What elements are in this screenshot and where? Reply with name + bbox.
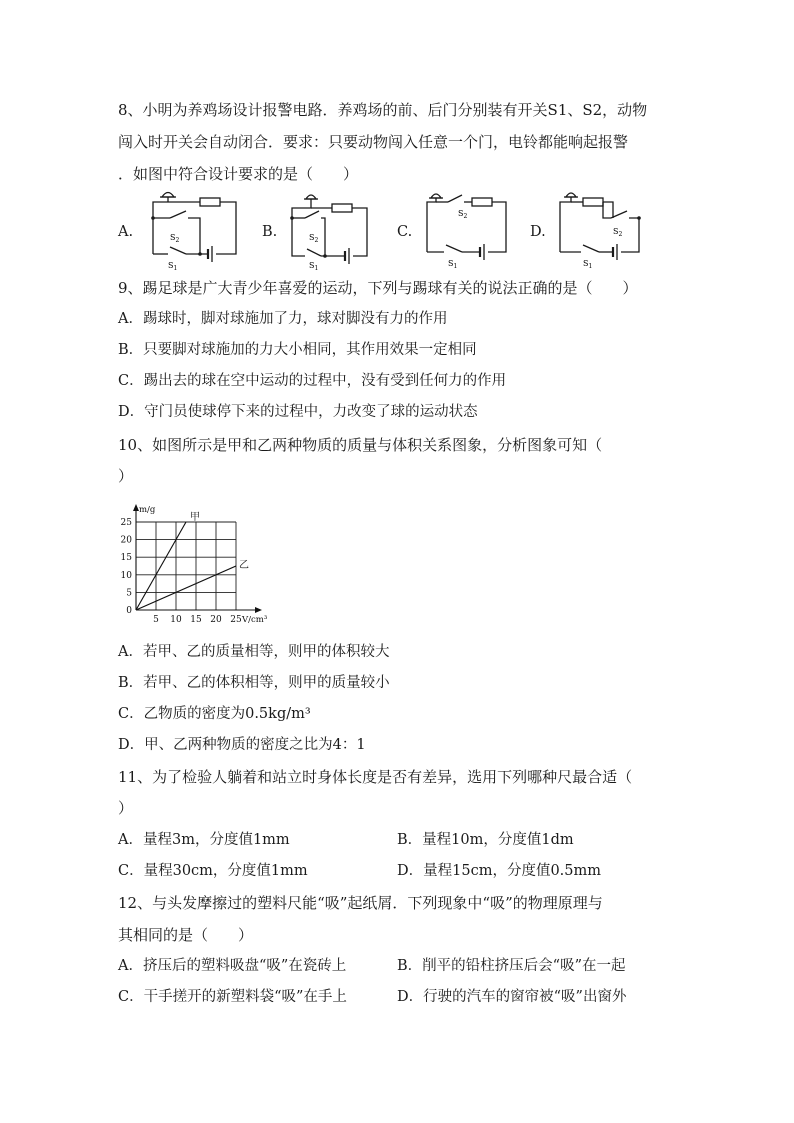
q10-option-c: C．乙物质的密度为0.5kg/m³ <box>118 706 311 722</box>
switch-s1-label: $S_1$ <box>168 261 178 272</box>
q12-stem-line-1: 12、与头发摩擦过的塑料尺能“吸”起纸屑．下列现象中“吸”的物理原理与 <box>118 894 603 912</box>
switch-s1-label: $S_1$ <box>583 259 593 270</box>
switch-s2-label: $S_2$ <box>309 233 319 244</box>
q12-option-a: A．挤压后的塑料吸盘“吸”在瓷砖上 <box>118 958 347 974</box>
q10-option-d: D．甲、乙两种物质的密度之比为4：1 <box>118 737 366 753</box>
x-tick-label: 10 <box>170 615 182 625</box>
q10-stem-line-2: ） <box>118 467 134 485</box>
q8-circuit-a <box>148 188 243 272</box>
q11-option-d: D．量程15cm，分度值0.5mm <box>397 863 602 879</box>
x-axis-arrow <box>255 607 262 613</box>
y-axis-label: m/g <box>139 505 156 515</box>
x-tick-label: 5 <box>153 615 159 625</box>
q12-option-d: D．行驶的汽车的窗帘被“吸”出窗外 <box>397 989 627 1005</box>
q8-circuit-c <box>422 188 512 268</box>
q12-stem-line-2: 其相同的是（ ） <box>118 926 254 944</box>
switch-s2-label: $S_2$ <box>458 209 468 220</box>
q8-option-b-label: B. <box>262 224 278 240</box>
q8-option-a-label: A. <box>118 224 134 240</box>
switch-s1-label: $S_1$ <box>309 261 319 272</box>
q8-stem-line-2: 闯入时开关会自动闭合．要求：只要动物闯入任意一个门，电铃都能响起报警 <box>118 133 629 151</box>
q10-option-a: A．若甲、乙的质量相等，则甲的体积较大 <box>118 644 390 660</box>
q8-stem-line-1: 8、小明为养鸡场设计报警电路．养鸡场的前、后门分别装有开关S1、S2，动物 <box>118 101 648 119</box>
q11-option-a: A．量程3m，分度值1mm <box>118 832 290 848</box>
q12-option-c: C．干手搓开的新塑料袋“吸”在手上 <box>118 989 347 1005</box>
q9-option-a: A．踢球时，脚对球施加了力，球对脚没有力的作用 <box>118 311 448 327</box>
switch-s2-label: $S_2$ <box>170 233 180 244</box>
q8-circuit-b <box>287 188 372 272</box>
y-tick-label: 5 <box>126 588 132 599</box>
q8-option-c-label: C. <box>397 224 413 240</box>
q11-stem-line-1: 11、为了检验人躺着和站立时身体长度是否有差异，选用下列哪种尺最合适（ <box>118 768 633 786</box>
series-label-jia: 甲 <box>190 512 200 523</box>
switch-s1-label: $S_1$ <box>448 259 458 270</box>
series-label-yi: 乙 <box>239 560 249 571</box>
x-tick-label: 20 <box>210 615 222 625</box>
q10-mass-volume-chart <box>112 500 282 630</box>
q10-stem-line-1: 10、如图所示是甲和乙两种物质的质量与体积关系图象，分析图象可知（ <box>118 436 603 454</box>
q8-option-d-label: D. <box>530 224 546 240</box>
q9-stem: 9、踢足球是广大青少年喜爱的运动，下列与踢球有关的说法正确的是（ ） <box>118 279 638 297</box>
q9-option-c: C．踢出去的球在空中运动的过程中，没有受到任何力的作用 <box>118 373 507 389</box>
y-tick-label: 25 <box>120 518 132 528</box>
q8-circuit-d <box>555 188 645 268</box>
y-tick-label: 10 <box>120 570 132 581</box>
x-tick-label: 25 <box>230 615 242 625</box>
bell-icon <box>162 193 174 198</box>
y-tick-label: 20 <box>120 535 132 546</box>
q12-option-b: B．削平的铅柱挤压后会“吸”在一起 <box>397 958 626 974</box>
origin-label: 0 <box>126 606 132 616</box>
q8-stem-line-3: ．如图中符合设计要求的是（ ） <box>118 165 359 183</box>
switch-s2-label: $S_2$ <box>613 227 623 238</box>
q9-option-b: B．只要脚对球施加的力大小相同，其作用效果一定相同 <box>118 342 477 358</box>
q11-stem-line-2: ） <box>118 799 134 817</box>
q11-option-c: C．量程30cm，分度值1mm <box>118 863 308 879</box>
y-tick-label: 15 <box>120 553 132 564</box>
q10-option-b: B．若甲、乙的体积相等，则甲的质量较小 <box>118 675 390 691</box>
q9-option-d: D．守门员使球停下来的过程中，力改变了球的运动状态 <box>118 404 478 420</box>
x-tick-label: 15 <box>190 615 202 625</box>
q11-option-b: B．量程10m，分度值1dm <box>397 832 574 848</box>
x-axis-label: V/cm³ <box>242 615 268 625</box>
